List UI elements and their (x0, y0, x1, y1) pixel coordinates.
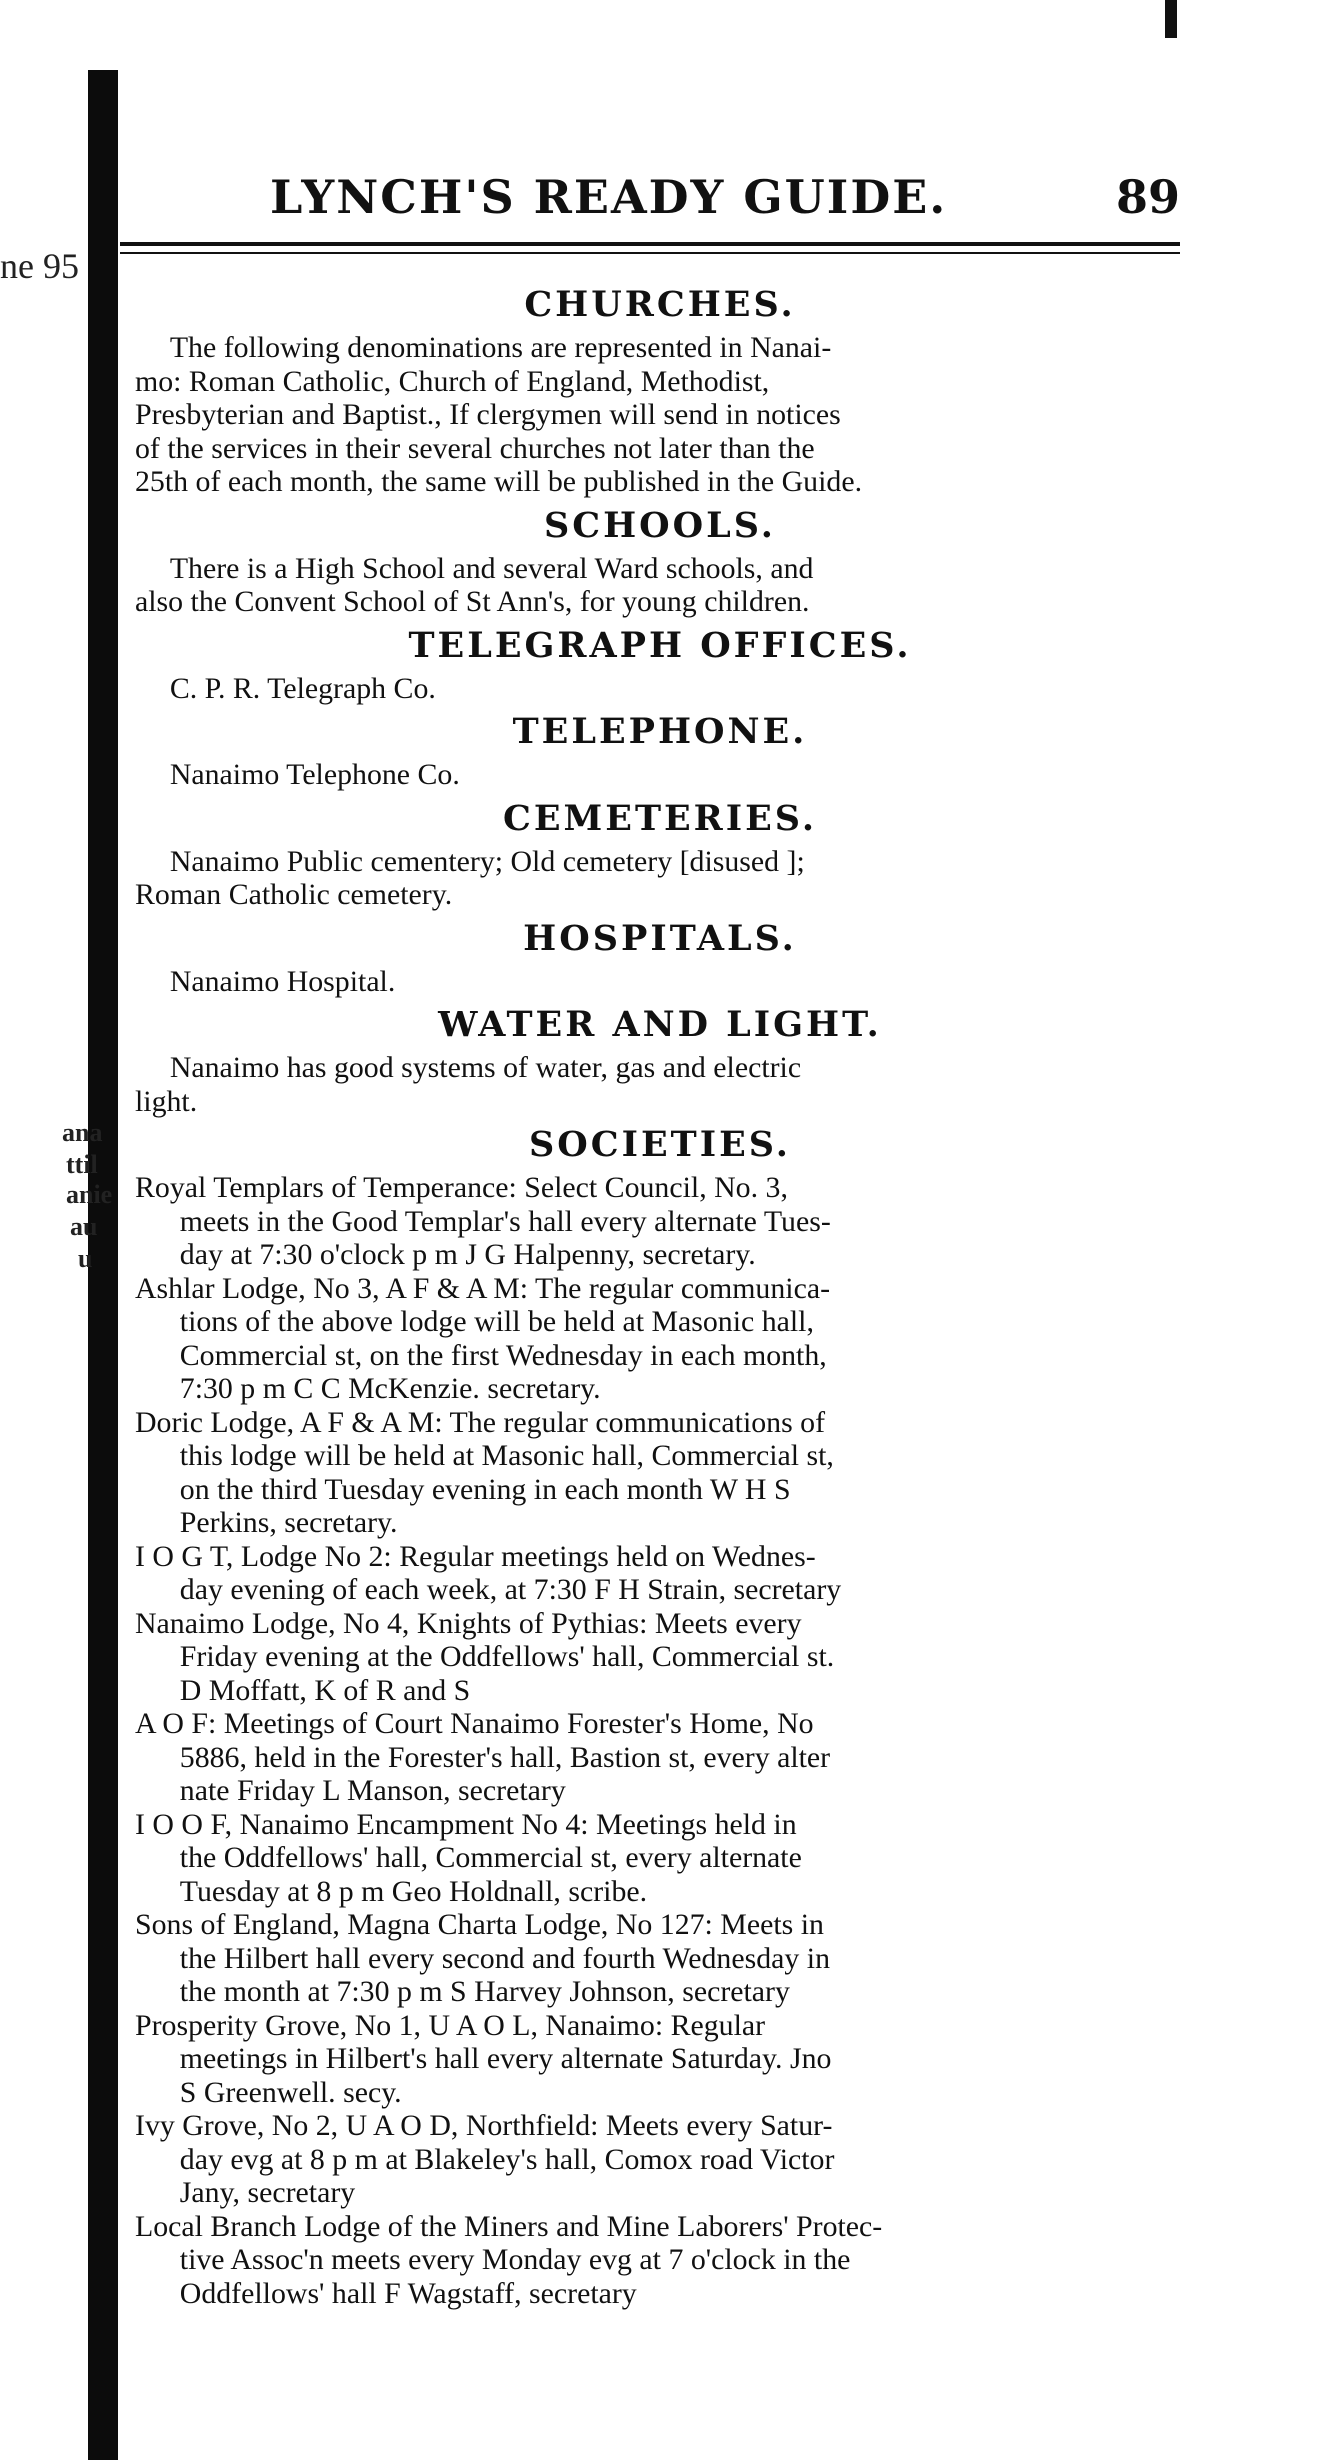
text-line: Royal Templars of Temperance: Select Council, No. 3, (135, 1171, 788, 1204)
text-line: day at 7:30 o'clock p m J G Halpenny, secretary. (179, 1238, 756, 1271)
page-edge-mark (1165, 0, 1177, 38)
margin-fragment: ne 95 (0, 246, 79, 286)
text-line: nate Friday L Manson, secretary (179, 1774, 566, 1807)
text-line: also the Convent School of St Ann's, for young children. (135, 585, 810, 618)
text-line: Roman Catholic cemetery. (135, 878, 453, 911)
text-line: A O F: Meetings of Court Nanaimo Forester's Home, No (135, 1707, 814, 1740)
text-line: Jany, secretary (179, 2176, 356, 2209)
text-line: mo: Roman Catholic, Church of England, Methodist, (135, 364, 770, 398)
section-text (135, 1051, 1185, 1118)
text-line: Ivy Grove, No 2, U A O D, Northfield: Meets every Satur- (135, 2109, 833, 2142)
text-line: Prosperity Grove, No 1, U A O L, Nanaimo: Regular (135, 2008, 766, 2042)
margin-fragment: u (78, 1244, 93, 1273)
text-line: meets in the Good Templar's hall every alternate Tues- (179, 1204, 831, 1238)
text-line: meetings in Hilbert's hall every alternate Saturday. Jno (179, 2042, 832, 2075)
page-header (140, 170, 1180, 230)
text-line: Nanaimo Public cementery; Old cemetery [disused ]; (169, 844, 805, 878)
text-line: 25th of each month, the same will be published in the Guide. (135, 465, 863, 498)
text-line: Tuesday at 8 p m Geo Holdnall, scribe. (179, 1874, 648, 1908)
society-entry (135, 1607, 1185, 1708)
section-heading: HOSPITALS. (523, 917, 797, 959)
society-entry (135, 2109, 1185, 2210)
section (135, 1004, 1185, 1118)
binding-shadow (88, 70, 118, 2460)
text-line: S Greenwell. secy. (179, 2075, 402, 2109)
societies-list (135, 1171, 1185, 2310)
margin-fragment: ttil (66, 1150, 98, 1179)
section-heading: CEMETERIES. (502, 797, 818, 839)
society-entry (135, 1272, 1185, 1406)
text-line: Local Branch Lodge of the Miners and Mine Laborers' Protec- (135, 2209, 883, 2243)
section-text (135, 552, 1185, 619)
text-line: tions of the above lodge will be held at Masonic hall, (179, 1305, 814, 1338)
page-number: 89 (1115, 170, 1180, 224)
section-text (135, 331, 1185, 499)
margin-fragment: au (70, 1212, 98, 1241)
text-line: Sons of England, Magna Charta Lodge, No 127: Meets in (135, 1908, 824, 1941)
text-line: Oddfellows' hall F Wagstaff, secretary (179, 2276, 637, 2310)
section (135, 711, 1185, 792)
section (135, 1124, 1185, 1165)
text-line: the Oddfellows' hall, Commercial st, every alternate (179, 1841, 802, 1874)
society-entry (135, 1908, 1185, 2009)
society-entry (135, 2210, 1185, 2311)
text-line: Nanaimo Telephone Co. (169, 758, 460, 791)
text-line: Presbyterian and Baptist., If clergymen will send in notices (135, 398, 841, 431)
society-entry (135, 1406, 1185, 1540)
text-line: I O G T, Lodge No 2: Regular meetings held on Wednes- (135, 1539, 816, 1573)
running-title: LYNCH'S READY GUIDE. (270, 170, 948, 224)
page-body (135, 278, 1185, 2310)
text-line: Nanaimo has good systems of water, gas and electric (169, 1051, 802, 1084)
section (135, 918, 1185, 999)
text-line: on the third Tuesday evening in each month W H S (179, 1472, 791, 1506)
text-line: tive Assoc'n meets every Monday evg at 7 o'clock in the (179, 2243, 851, 2276)
margin-fragment: anie (66, 1180, 113, 1209)
text-line: this lodge will be held at Masonic hall, Commercial st, (179, 1439, 834, 1472)
section-heading: TELEPHONE. (512, 711, 808, 752)
society-entry (135, 1707, 1185, 1808)
section-heading: SCHOOLS. (543, 504, 776, 546)
text-line: Perkins, secretary. (179, 1506, 398, 1539)
text-line: C. P. R. Telegraph Co. (169, 671, 436, 705)
text-line: There is a High School and several Ward schools, and (169, 551, 814, 585)
section-text (135, 965, 1185, 999)
header-rule (120, 242, 1180, 246)
text-line: Friday evening at the Oddfellows' hall, Commercial st. (179, 1640, 835, 1673)
text-line: day evening of each week, at 7:30 F H Strain, secretary (179, 1573, 842, 1606)
text-line: the month at 7:30 p m S Harvey Johnson, secretary (179, 1975, 790, 2008)
section-text (135, 845, 1185, 912)
section-heading: CHURCHES. (524, 284, 796, 325)
text-line: 7:30 p m C C McKenzie. secretary. (179, 1372, 601, 1405)
text-line: Nanaimo Lodge, No 4, Knights of Pythias: Meets every (135, 1606, 802, 1640)
text-line: D Moffatt, K of R and S (179, 1673, 471, 1707)
section-text (135, 672, 1185, 706)
text-line: the Hilbert hall every second and fourth Wednesday in (179, 1941, 831, 1975)
section-heading: SOCIETIES. (529, 1124, 791, 1165)
society-entry (135, 1808, 1185, 1909)
text-line: Commercial st, on the first Wednesday in each month, (179, 1338, 827, 1372)
section-heading: TELEGRAPH OFFICES. (408, 624, 912, 666)
text-line: 5886, held in the Forester's hall, Bastion st, every alter (179, 1740, 831, 1774)
section (135, 505, 1185, 619)
society-entry (135, 1540, 1185, 1607)
margin-fragment: ana (62, 1118, 103, 1147)
text-line: day evg at 8 p m at Blakeley's hall, Comox road Victor (179, 2142, 835, 2176)
section (135, 284, 1185, 499)
society-entry (135, 2009, 1185, 2110)
section-heading: WATER AND LIGHT. (438, 1004, 882, 1045)
society-entry (135, 1171, 1185, 1272)
section (135, 798, 1185, 912)
text-line: of the services in their several churches not later than the (135, 431, 815, 465)
text-line: I O O F, Nanaimo Encampment No 4: Meetings held in (135, 1807, 797, 1841)
text-line: Doric Lodge, A F & A M: The regular communications of (135, 1405, 826, 1439)
text-line: Nanaimo Hospital. (169, 964, 396, 998)
text-line: light. (135, 1084, 198, 1118)
section (135, 625, 1185, 706)
header-rule (120, 252, 1180, 254)
text-line: The following denominations are represented in Nanai- (169, 331, 832, 364)
section-text (135, 758, 1185, 792)
text-line: Ashlar Lodge, No 3, A F & A M: The regular communica- (135, 1271, 831, 1305)
